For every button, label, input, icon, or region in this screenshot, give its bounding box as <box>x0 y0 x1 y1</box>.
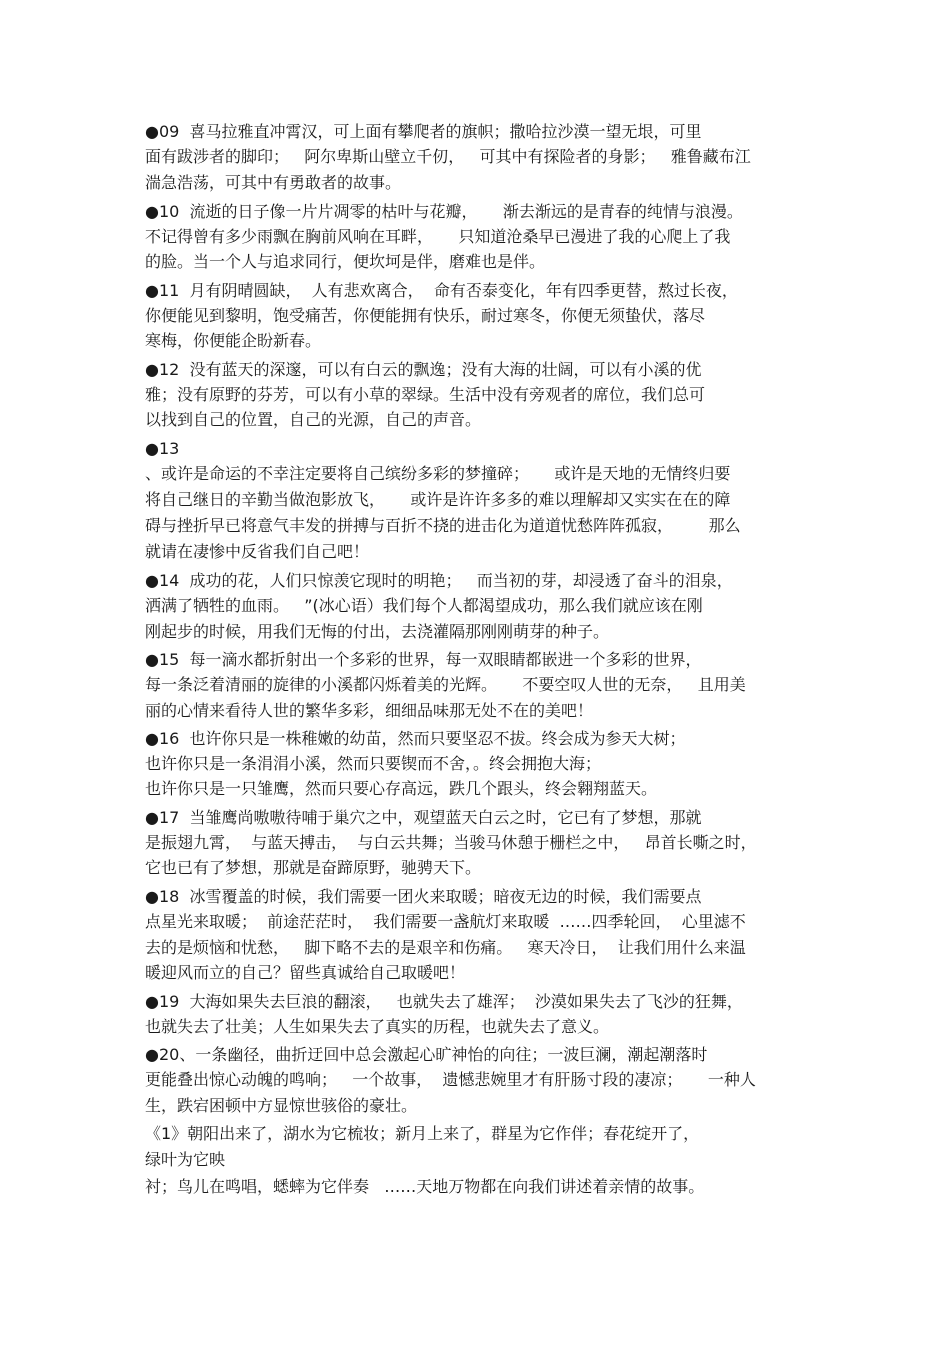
text-line: 将自己继日的辛勤当做泡影放飞， 或许是许许多多的难以理解却又实实在在的障 <box>145 490 731 509</box>
text-line: ●11 月有阴晴圆缺， 人有悲欢离合， 命有否泰变化，年有四季更替，熬过长夜， <box>145 281 738 300</box>
text-line: 你便能见到黎明，饱受痛苦，你便能拥有快乐，耐过寒冬，你便无须蛰伏，落尽 <box>145 306 706 325</box>
text-line: ●16 也许你只是一株稚嫩的幼苗，然而只要坚忍不拔。终会成为参天大树； <box>145 729 686 748</box>
text-line: 洒满了牺牲的血雨。 ”(冰心语）我们每个人都渴望成功，那么我们就应该在刚 <box>145 596 703 615</box>
text-line: 每一条泛着清丽的旋律的小溪都闪烁着美的光辉。 不要空叹人世的无奈， 且用美 <box>145 675 746 694</box>
text-line: 衬；鸟儿在鸣唱，蟋蟀为它伴奏 ……天地万物都在向我们讲述着亲情的故事。 <box>145 1177 705 1196</box>
text-line: 的脸。当一个人与追求同行，便坎坷是伴，磨难也是伴。 <box>145 252 546 271</box>
text-line: 绿叶为它映 <box>145 1150 226 1169</box>
text-line: ●15 每一滴水都折射出一个多彩的世界，每一双眼睛都嵌进一个多彩的世界， <box>145 650 702 669</box>
text-line: 是振翅九霄， 与蓝天搏击， 与白云共舞；当骏马休憩于栅栏之中， 昂首长嘶之时， <box>145 833 757 852</box>
text-line: 它也已有了梦想，那就是奋蹄原野，驰骋天下。 <box>145 858 482 877</box>
text-line: 去的是烦恼和忧愁， 脚下略不去的是艰辛和伤痛。 寒天冷日， 让我们用什么来温 <box>145 938 746 957</box>
text-line: ●18 冰雪覆盖的时候，我们需要一团火来取暖；暗夜无边的时候，我们需要点 <box>145 887 702 906</box>
text-line: 就请在凄惨中反省我们自己吧！ <box>145 542 370 561</box>
text-line: 碍与挫折早已将意气丰发的拼搏与百折不挠的进击化为道道忧愁阵阵孤寂， 那么 <box>145 516 741 535</box>
text-line: 、或许是命运的不幸注定要将自己缤纷多彩的梦撞碎； 或许是天地的无情终归要 <box>145 464 731 483</box>
text-line: ●17 当雏鹰尚嗷嗷待哺于巢穴之中，观望蓝天白云之时，它已有了梦想，那就 <box>145 808 702 827</box>
text-line: 生，跌宕困顿中方显惊世骇俗的豪壮。 <box>145 1096 418 1115</box>
text-line: 湍急浩荡，可其中有勇敢者的故事。 <box>145 173 402 192</box>
text-line: 雅；没有原野的芬芳，可以有小草的翠绿。生活中没有旁观者的席位，我们总可 <box>145 385 706 404</box>
text-line: ●09 喜马拉雅直冲霄汉，可上面有攀爬者的旗帜；撒哈拉沙漠一望无垠，可里 <box>145 122 702 141</box>
text-line: ●10 流逝的日子像一片片凋零的枯叶与花瓣， 渐去渐远的是青春的纯情与浪漫。 <box>145 202 743 221</box>
text-line: 寒梅，你便能企盼新春。 <box>145 331 322 350</box>
text-line: ●19 大海如果失去巨浪的翻滚， 也就失去了雄浑； 沙漠如果失去了飞沙的狂舞， <box>145 992 743 1011</box>
text-line: 面有跋涉者的脚印； 阿尔卑斯山壁立千仞， 可其中有探险者的身影； 雅鲁藏布江 <box>145 147 751 166</box>
text-line: 也许你只是一只雏鹰，然而只要心存高远，跌几个跟头，终会翱翔蓝天。 <box>145 779 658 798</box>
text-line: ●14 成功的花，人们只惊羡它现时的明艳； 而当初的芽，却浸透了奋斗的泪泉， <box>145 571 733 590</box>
text-line: 也就失去了壮美；人生如果失去了真实的历程，也就失去了意义。 <box>145 1017 610 1036</box>
text-line: 刚起步的时候，用我们无悔的付出，去浇灌隔那刚刚萌芽的种子。 <box>145 622 610 641</box>
text-line: 点星光来取暖； 前途茫茫时， 我们需要一盏航灯来取暖 ……四季轮回， 心里滤不 <box>145 912 746 931</box>
text-line: 丽的心情来看待人世的繁华多彩，细细品味那无处不在的美吧！ <box>145 701 594 720</box>
text-line: ●12 没有蓝天的深邃，可以有白云的飘逸；没有大海的壮阔，可以有小溪的优 <box>145 360 702 379</box>
text-line: 暖迎风而立的自己？留些真诚给自己取暖吧！ <box>145 963 466 982</box>
text-line: 也许你只是一条涓涓小溪，然而只要锲而不舍，。终会拥抱大海； <box>145 754 602 773</box>
text-line: 更能叠出惊心动魄的鸣响； 一个故事， 遗憾悲婉里才有肝肠寸段的凄凉； 一种人 <box>145 1070 756 1089</box>
text-line: ●20、一条幽径，曲折迂回中总会激起心旷神怡的向往；一波巨澜，潮起潮落时 <box>145 1045 708 1064</box>
text-line: ●13 <box>145 439 180 458</box>
text-line: 以找到自己的位置，自己的光源，自己的声音。 <box>145 410 482 429</box>
text-line: 《1》朝阳出来了，湖水为它梳妆；新月上来了，群星为它作伴；春花绽开了， <box>145 1124 700 1143</box>
text-line: 不记得曾有多少雨飘在胸前风响在耳畔， 只知道沧桑早已漫进了我的心爬上了我 <box>145 227 731 246</box>
